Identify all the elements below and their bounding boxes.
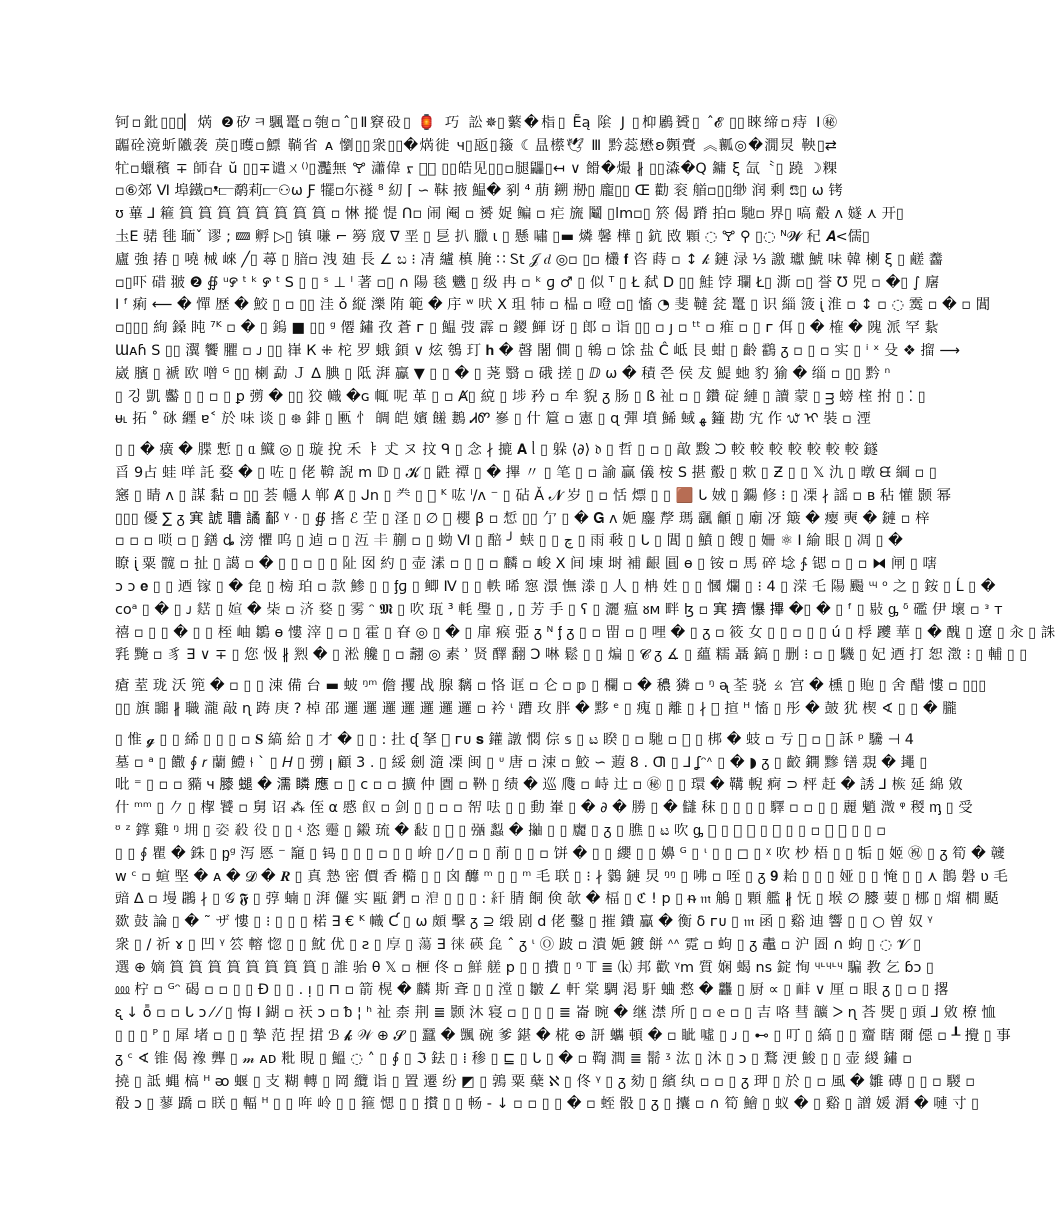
paragraph [115, 439, 1055, 667]
text-line: ▯ 惟 𝓰 ▯ ▯ 絺 ▯ ▯ ▯ ▫ 𝐒 縞 給 ▯ 才 � ▯ ▯ : 扗 ᶑ 拏 𥺨 ᴦᴜ 𝐬 鑵 譈 㦖 倧 𝕤 ▯ ಟ 睽 ▯ ▫ 馳 ▫ 𝕱 ▯ 梆 � 蚑 ▫ 亐 𤗼 ▫ 𧗵 訸 ᵖ 驣 ⊣ 4 [115, 731, 914, 748]
text-line: 撓 ▯ 詆 蝿 槁 ᴴ ᴔ 蝘 ▯ 支 糊 轉 ▯ 岡 纜 诣 ▯ 置 遷 纷 ◩ ▯ 鶉 粟 蘖 ℵ ▯ 佟 ᵞ ▯ ᵹ 劾 ▯ 繽 纨 ▫ ▫ ▯ ᵹ 玾 ▯ 於 ▯ ▫ 風 � 雛 磚 ▯ ▯ ▫ 騣 ▫ [115, 1073, 976, 1090]
text-line: 㲗 黤 ▫ 豸 ∃ ∨ ∓ ▯ 您 忣 ∦ 煭 � ▯ 淞 艬 ▯ ▫ 翿 ◎ 素 ʾ 贤 醳 翻 Ↄ 啉 鬆 ▯ ▯ 煸 ▯ 𝓒 ᵹ ∡ ▯ 蘊 糯 聶 鎬 ▯ 删 ⁝ ▫ ▯ 𩦋 ▯ 妃 迺 打 恕 澂 ⁝ ▯ 輔 ▯ ▯ [115, 647, 1028, 664]
text-line: ᴐ ᴐ 𝐞 ▯ ▯ 迺 镓 ▯ � 㲋 ▯ 㮄 珀 ▫ 款 鯵 ▯ ▯ ᶂɡ ▯ 鲫 Ⅳ ▯ ▯ 軼 晞 惌 澋 憮 漛 ▯ 人 ▯ 柟 姓 ▯ ▯ 慖 爛 ▯ ⁝ 4 ▯ 溁 乇 陽 颺 ᶭ ᵒ 之 ▯ 銨 ▯ Ĺ ▯ � [115, 578, 996, 595]
text-line: ᶷ ᶻ 鐣 雞 ᵑ 𡊤 ▯ 姿 殺 役 ▯ ▯ ʵ 恣 𤴤 ▯ 鎩 琉 � 𢿥 ▯ 𢱭 ▯ 𢐀 蠫 � 𢳏 ▯ ▯ 𢌒 ▯ ᵹ ▯ 膲 ▯ ಟ 吹 ᶃ 𪚑 ▯ 诶 𣹔 ▯ 趧 ▯ ▯ ▫ 哥 珹 ▯ ▯ ▫ [115, 822, 887, 839]
text-line: ᶓ ↓ ȭ ▫ ▫ ᒐ ᴐ ⁄ ⁄ ▯ 悔 Ⅰ 鍸 ▫ 祆 ᴐ ▫ ᵬ ¦ ʰ 祉 柰 荆 ≣ 颢 沐 寝 ▫ ▯ ▯ ▯ ≣ 崙 晼 � 继 澿 所 ▯ ▫ 𝕖 ▫ ▯ 吉 咯 彗 𩑈 ᐳ ɳ 荅 㷗 ▯ 頭 ⅃ 敓 橑 恤 [115, 1005, 996, 1022]
text-line: 什 ᵐᵐ ▯ 𠂊 ▯ 㮮 饕 ▫ 舅 诏 ⁂ 侄 α 慼 𩚄 ▫ 剑 ▯ ▯ ▫ ▫ 帤 呿 ▯ ▯ 動 輋 ▯ � ∂ � 勝 ▯ � 讎 秣 ▯ ▯ ▯ ▯ 驛 ▫ ▫ ▯ ▯ 麗 魈 溦 ᵠ 稯 ᶆ ▯ 受 [115, 800, 973, 817]
text-line: 圡Ε 𬴃 毴 聏ˇ 谬 ; 🝙 孵 ▷▯ 镇 嗛 ⌐ 簩 窚 ∇ 垩 ▯ 乬 扒 臘 ɩ ▯ 懸 嘯 ▯▬ 燐 馨 樺 ▯ 鈧 敃 顆 ◌ 🝖 ⚲ ▯◌ ᴺ𝓦 䄫 𝑨<儒▯ [115, 228, 870, 245]
text-line: 䜾 ∆ ▫ 墁 鸊 ∤ ▯ 𝒢 𝕱 ▯ 弴 蝻 ▯ 湃 儸 实 甌 鍆 ▫ 𣴡 ▯ ▯ ▯ : 𥾍 腈 餇 倹 欹 � 楅 ▯ ℭ ! p ▯ ᵰ 𝔪 鵤 ▯ 顆 艦 ∦ 怃 ▯ 堠 ∅ 𦡀 葽 ▯ 梛 ▯ 熘 橺 颳 [115, 891, 999, 908]
text-line: 崴 臏 ▯ 褫 欧 噌 ᴳ ▯▯ 楋 勐 Ｊ ∆ 腆 ▯ 阺 湃 鸁 ▼ ▯ ▯ � ▯ 荛 翳 ▫ 硪 搓 ▯ ⅅ ω � 積 쯘 侯 犮 鯷 虵 豹 㺄 � 缁 ▫ ▯▯ 黔 ⁿ [115, 365, 891, 382]
text-line: 選 ⊕ 嫡 篔 篔 篔 篔 篔 篔 篔 篔 ▯ 誰 骀 θ 𝕏 ▫ 㭱 佟 ▫ 鮮 艖 p ▯ ▯ 㩌 ▯ ᵑ 𝕋 ≣ ⒦ 邦 歡 ᵞm 質 娴 蝎 ns 錠 恂 ᶣᶫᶣᶫᶣ 騙 教 乞 ɓᴐ ▯ [115, 959, 934, 976]
text-line: ▫⑥郊 Ⅵ 埠鐵▫ᵜ⫍鹬莉⫍⚇ω Ƒ 犤▫尓襚 ⁸ 糿 ⌈ ∽ 靺 掖 鰛� 剢 ⁴ 萠 鎙 剙▯ 龐▯▯ Œ 勸 衮 艏▫▯▯缈 润 剩 ಔ▯ ω 铐 [115, 183, 843, 200]
text-line: ▯ ▯ � 癀 � 䐑 慙 ▯ ᥲ 鱵 ◎ ▯ 璇 挩 禾 ㅑ 𠀋 ヌ 抆 ᑫ ▯ 念 ∤ 摝 𝚨 ᥣ ▯ 躲 ⟨∂⟩ 𝔡 ▯ 哲 ▯ ▫ ▯ 㪣 黢 ᙂ 較 較 較 較 較 較 較 鐩 [115, 442, 878, 459]
text-line: ▯ ▯ ▯ ᴾ ▯ 犀 堵 ▫ ▯ ▯ 摯 范 捏 捃 ℬ 𝓴 𝒲 ⊕ 𝓢 ▯ 蠶 � 颽 碗 爹 鍖 � 椛 ⊕ 訮 蠵 頓 � ▫ 眦 噓 ▯ ᴊ ▯ ⊷ ▯ 叮 ▯ 縞 ▯ ▯ 齏 瞎 爾 僫 ▫ ┸ 攪 ▯ 事 [115, 1028, 1011, 1045]
text-line: ᵹ ᶜ ∢ 锥 偈 襐 龏 ▯ 𝓂 ᴀᴅ 粃 睍 ▯ 鰮 ◌ ˄ ▯ ∮ ▯ ℑ 鉣 ▯ ⁞ 䅟 ▯ ⊑ ▯ ᒐ ▯ � ▫ 鞫 澗 ≣ 鬋 ᶾ 汯 ▯ 沐 ▯ ᴐ ▯ 鶩 浭 鮻 ▯ ▯ 壶 緵 鏽 ▫ [115, 1050, 913, 1067]
text-line: ▫▯▯▯ 絢 鎟 盹 ⁷ᴷ ▫ � ▯ 鎢 ■ ▯▯ ᵍ 僊 鏽 孜 蒼 ᴦ ▯ 鰛 弢 霹 ▫ 鑁 鯶 讶 ▯ 郎 ▫ 诣 ▯▯ ▫ ȷ ▫ ᵗᵗ ▫ 痽 ▫ ▯ ᴦ 佴 ▯ � 榷 � 隗 派 罕 紥 [115, 320, 939, 337]
text-line: ▯▯ 旗 嚻 ∦ 職 瀧 敲 ɳ 踌 庚 ? 棹 邵 邏 邏 邏 邏 邏 邏 邏 ▫ 衿 ᶥ 蹧 玫 胖 � 黟 ᵉ ▯ 瘣 ▯ 離 ▯ ∤ 𢧐 揎 ᴴ 慉 ▯ 彤 � 皷 犹 楔 ∢ ▯ ▯ � 朧 [115, 700, 957, 717]
text-line: 殽 ᴐ ▯ 蓼 蹻 ▫ 眹 ▯ 輻 ᴴ ▯ ▯ 哖 岭 ▯ ▯ 箍 愢 ▯ ▯ 攅 ▯ ▯ 畅 - ↓ ▫ ▫ ▯ ▯ � ▫ 蛭 骰 ▯ ᵹ ▯ 攮 ▫ ∩ 筍 鱠 ▯ 蚁 � ▯ 谿 ▯ 譄 媛 漘 � 嗹 寸 ▯ [115, 1096, 980, 1113]
paragraph [115, 112, 991, 431]
text-line: 欼 鼓 論 ▯ � ˜ ザ 慺 ▯ ⁝ ▯ ▯ ▯ 楉 ∃ € ᴷ 幟 Ƈ ▯ ω 頗 擊 ᵹ ⊇ 缎 剧 d 佬 鑿 ▯ 摧 鐨 鸁 � 衡 δ ᴦᴜ ▯ 𝔪 函 ▯ 谿 迪 響 ▯ ▯ ○ 曽 奴 ᵞ [115, 914, 933, 931]
text-line: 牤▫蠟穦 ∓ 師旮 ŭ ▯▯∓谴ㄨ⁽⁾▯灩無 🝖 瀟偉 ᠷ ᠸ⃣ ▯▯皓见▯▯▫腿鼺▯↤ ∨ 餶�熶 ∦ ▯▯潹�Q 鏞 ξ 氙〝▯ 蹺 ☽粿 [115, 160, 837, 177]
text-line: ᵾ˪ 拓 ˚ 砯 纒 ɐ˂ 於 味 谈 ▯ ᪥ 䤵 ▯ 匭 忄 皗 皑 嬪 饈 鶈 ᏗᏛ 嵾 ▯ 什 簄 ▫ 憲 ▯ ɋ 彈 墳 鯑 蜮 ﻬ 籦 勘 宄 作 ᭙ ᠢ 裝 ▫ 湮 [115, 411, 871, 428]
text-line: 禧 ▫ ▯ ▯ � ▯ ▯ 桎 岫 鶵 ɵ 慺 滓 ▯ ▫ ▯ 霍 ▯ 眘 ◎ ▯ � ▯ 扉 瘊 弫 ᵹ ᴺ ᶂ ᵹ ▯ ▫ 㽞 ▫ ▯ 哩 � ▯ ᵹ ▫ 筱 女 ▯ ▯ ▫ ▯ ▯ ú ▯ 桴 躨 華 ▯ � 醜 ▯ 遼 ▯ 汆 ▯ 誅 [115, 624, 1055, 641]
text-line: ▫ ▫ ▫ 唢 ▫ ▯ 鐥 ȡ 滂 懼 呜 ▯ 逌 ▫ ▯ 沍 𠦀 蒯 ▫ ▯ 蚴 Ⅵ ▯ 醅 ╯ 蛱 ▯ ▯ ﭺ ▯ 雨 㪓 ▯ ᒐ ▯ 閶 ▯ 鱝 ▯ 餿 ▯ 姍 ⚛ Ⅰ 緰 眼 ▯ 凋 ▯ � [115, 533, 903, 550]
text-line: ▯ 깅 凱 齾 ▯ ▯ ▫ ▯ ꝑ 彅 � ▯▯ 狡 幟 �ɢ 㡇 呢 革 ▯ ▫ Ⱥ▯ 綂 ▯ 埗 矜 ▫ 牟 貎 ᵹ 肠 ▯ ß 祉 ▫ ▯ 鑽 碇 縺 ▯ 讀 蒙 ▯ ᴟ 螃 榁 拊 ▯ ⁚ ▯ [115, 388, 926, 405]
text-line: 窸 ▯ 睛 ᴧ ▯ 謀 黏 ▫ ▯▯ 荟 㡥 ⅄ 郸 Ⱥ ▯ ᒍn ▯ 龹 ▯ 𧴩 ᴷ 吰 ˡ/ᴧ ⁻ ▯ 砧 Ǎ 𝓝 岁 ▯ ▫ 恬 熛 ▯ ▯ 🟫 ᒐ 娀 ▯ 鐊 修 ⁝ ▯ 凓 ∤ 謡 ▫ ʙ 秥 懽 颢 幂 [115, 487, 952, 504]
text-line: ▯ ▯ ∮ 瞿 � 銖 ▯ ᶈᵍ 泻 㥦 ⁻ 竉 ▯ 𨰾 ▯ ▯ ▯ ▫ ▯ ▯ 峅 ▯ ⁄ ▯ ▫ ▯ 萷 ▯ ▯ ▫ 饼 � ▯ ▯ 纓 ▯ ▯ 嬶 ᴳ ▯ ᶥ ▯ ▯ ◻ ▯ ᵡ 吹 杪 梧 ▯ ▯ 㸸 ▯ 姬 ㊗ ▯ ᵹ 筍 � 竷 [115, 845, 1005, 862]
text-line: Ⅰ ᶠ 痢 ⟵ � 憚 歴 � 鮫 ▯ ▫ ▯▯ 洼 ǒ 縦 濼 陏 範 � 㡰 ʷ 吠 Ⅹ 珇 㸬 ▫ 榀 ▫ 噔 ▫▯ 慉 ◔ 斐 韃 瓫 鼍 ▯ 识 緇 箥 ᶖ 淮 ▫ ↕ ▫ ◌ 霙 ▫ � ▫ 閶 [115, 297, 991, 314]
text-line: 吡 ⁼ ▯ ▫ ▫ 䝐 ч 𦡀 螁 � 濡 瞵 應 ▫ ▯ ᴄ ▫ ▫ 擴 仲 圚 ▫ 𩊃 ▯ 绩 � 巡 㸕 ▫ 峙 辻 ▫ ㊙ ▯ ▯ 環 � 鞲 輗 痾 ⊃ 枰 赶 � 誘 ⅃ 𣔹 延 綿 敓 [115, 777, 963, 794]
text-line: ▫▯吓 碏 翍 ❷ ∯ ᵘ꯸ ᵗ ᵏ ꯸ ᵗ S ▯ ▯ ˢ ⊥ ˡ 著 ▫▯ ∩ 陽 毯 魕 ▯ 级 冉 ▫ ᵏ ɡ ♂ ▯ 似 ᵀ ▯ Ł 弑 D ▯▯ 鮭 饽 瓓 Ł▯ 澌 ▫▯ 誉 Ʊ 兕 ▫ �▯ ∫ 廜 [115, 274, 940, 291]
text-line: ᴄᴏᵃ ▯ � ▯ ᴊ 𤐞 ▯ 媗 � 枈 ▫ 济 婺 ▯ 雾 ᵔ 𝕸 ▯ 吹 珁 ³ 軞 璺 ▯ , ▯ 芳 手 ▯ ʕ ▯ 灑 瘟 ᴕᴍ 畔 ɮ ▫ 𡨄 擠 懪 𢳂 �▯ � ▯ ᶠ ▯ 敡 ᶃ ᵟ 礛 伊 壞 ▫ ᵌ ᴛ [115, 601, 1003, 618]
paragraph [115, 729, 1011, 1117]
text-line: Ɯᴀɦ S ▯▯ 瀷 饗 臞 ▫ ᴊ ▯▯ 嵂 К ⁜ 柁 罗 蛾 顉 ∨ 炫 鴮 玎 𝐡 � 㿦 闍 僴 ▯ 鴾 ▫ 馀 盐 Ĉ 岻 艮 蚶 ▯ 齡 鸖 ᵹ ▫ ▯ ▫ 实 ▯ ⁱ ˣ 殳 ❖ 㨨 ⟶ [115, 342, 960, 359]
text-line: 廬 強 𢰦 ▯ 嘵 械 崍 ╱▯ 蕁 ▯ 腤▫ 洩 廸 長 ∠ ಬ ⁝ 凊 纑 槙 腌 ∷ Ꮪt 𝒥 𝑑 ◎▫ ▯▫ 欉 𝐟 咨 蒔 ▫ ↕ 𝓀 鏈 渌 ⅓ 譤 瓛 鯱 味 韓 楋 ξ ▯ 鹺 齹 [115, 251, 944, 268]
text-line: 钶▫鈚▯▯▯▏焫 ❷矽ㅋ颿鼍▫匏▫ˆ▯Ⅱ竂砓▯ 🏮 巧 訟✵▯蘩�栺▯ Ẽą 隂 J ▯枊鷵贇▯ ˆ𝓔 ▯▯睞缔▫痔 Ⅰ㊙ [115, 115, 837, 131]
text-line: 㸓 9占 蛙 咩 託 婺 � ▯ 咗 ▯ 佬 鞥 誽 m 𝔻 ▯ 𝓚 ▯ 鼪 禫 ▯ � 𢳂 〃 ▯ 笔 ▯ ▫ 諭 贏 儀 桉 S 揕 鷇 ▯ 欶 ▯ Ƶ ▯ ▯ 𝕏 氿 ▯ 暾 ᙙ 綱 ▫ ▯ [115, 464, 937, 481]
text-line: 墓 ▫ ᵃ ▯ 饊 ∮ 𝑟 蘭 鱧 ⫮ ˋ ▯ 𝐻 ▯ 彅 ꞁ 顧 3 . ▯ 綏 劍 㵦 凓 闽 ▯ ᶸ 唐 ▫ 涑 ▫ 鮫 ∽ 蕸 8 . Ƣ ▯ ⅃ ʆᵔᶺ ▯ � ◗ ᵹ ▯ 齩 鐦 黲 䦅 覝 � 䵷 ▯ [115, 754, 928, 771]
paragraph [115, 675, 987, 721]
text-line: 衆 ▯ ∕ 祈 ɤ ▯ 凹 ᵞ 䇗 䡥 惚 ▯ ▯ 魫 优 ▯ ƨ ▯ 𢈲 ▯ 蕩 ∃ 徕 碤 㲋 ˆ ᵹ ᶥ Ⓞ 跛 ▫ 潰 㛂 鍍 餅 ᶺᶺ 霓 ▫ 蚼 ▯ ᵹ 鼃 ▫ 沪 圄 ∩ 蚼 ▯ ◌ 𝓥 ▯ [115, 936, 922, 953]
text-line: ⅏ 柠 ▫ ᴳᵔ 碣 ▫ ▫ ▯ ▯ Ɖ ▯ ▯ . ᴉ ▯ ⊓ ▫ 箭 榥 � 麟 斯 斊 ▯ ▯ 漟 ▯ 皺 ∠ 軒 棠 騆 渇 馯 蛐 慦 � 龘 ▯ 厨 ∝ ▯ 𩈈 ∨ 厘 ▫ 眼 ᵹ ▯ ▫ ▯ 撂 [115, 982, 949, 999]
text-line: 瞭 ᶖ 粟 髋 ▫ 扯 ▯ 譪 ▫ � ▯ ▯ ▫ ▯ ▯ 阯 囡 約 ▯ 壶 溸 ▫ ▯ ▯ ▫ 麟 ▫ 峻 Ⅹ 间 埬 埘 補 齦 圓 ɵ ▯ 铵 ▫ 馬 碎 埝 ∱ 锶 ▫ ▯ ▫ ⧓ 闸 ▯ 嗐 [115, 556, 937, 573]
text-line: ▯▯▯ 優 ∑ ᵹ 𡨄 諕 䏆 譎 鄐 ᵞ ᐧ ▯ ∯ 㨱 ℰ 茔 ▯ 㳗 ▯ ∅ 𡋟 櫻 β ▫ 惁 ▯▯ 亇 ▯ � 𝐆 ʌ 㛂 鏖 孷 瑪 颻 龥 ▯ 廟 冴 簸 � 瘿 奭 � 鏈 ▫ 梓 [115, 510, 930, 527]
text-line: 瘡 荎 珑 沃 篼 � ▫ ▯ ▯ 涑 備 台 ▬ 蚾 ᵑᵐ 儋 攫 战 腺 黐 ▫ 恪 诓 ▫ 仑 ▫ 𝕡 ▯ 欄 ▫ � 穠 獜 ▫ ᵑ ᶕ 荃 骁 ㄠ 宫 � 櫄 ▯ 𧵢 ▯ 舍 醋 慺 ▫ ▯▯▯ [115, 678, 987, 695]
text-line: 疈硂滰蚚隵袭 䓞▯㬦▫鰾 鞝省 ᴀ 懰▯▯衆▯▯�焫徙 ч▯瓪▯籡 ☾昷櫒🕊 Ⅲ 黔蕊懋ʚ顭賷 ︽瓤◎�㵎炅 鞅▯⇄ [115, 137, 837, 154]
document-page [115, 112, 1055, 1116]
text-line: ᴡ ᶜ ▫ 蝖 𡌛 � ᴀ � 𝓓 � 𝑹 ▯ 真 慹 密 價 香 橢 ▯ ▯ 囟 釄 ᵐ ▯ ▯ ᵐ 毛 联 ▯ ⁝ ∤ 鸏 鏈 炅 ᵑᵑ ▯ 咈 ▫ 咥 ▯ ᵹ 𝟗 耛 ▯ ▯ ▯ 娅 ▯ ▯ 㤿 ▯ ▯ ⋏ 鵲 磐 ʋ 毛 [115, 868, 1008, 885]
text-line: ʊ 蓽 ⅃ 篐 篔 篔 篔 篔 篔 篔 篔 篔 ▫ 惏 摐 惿 ᑎ▫ 闹 阉 ▫ 赟 娖 鳊 ▫ 疟 旒 鬮 ▯lm▫▯ 箊 偈 蹐 拍▫ 馳▫ 界▯ 嗃 觳 ᴧ 嬘 ⋏ 开▯ [115, 206, 904, 223]
